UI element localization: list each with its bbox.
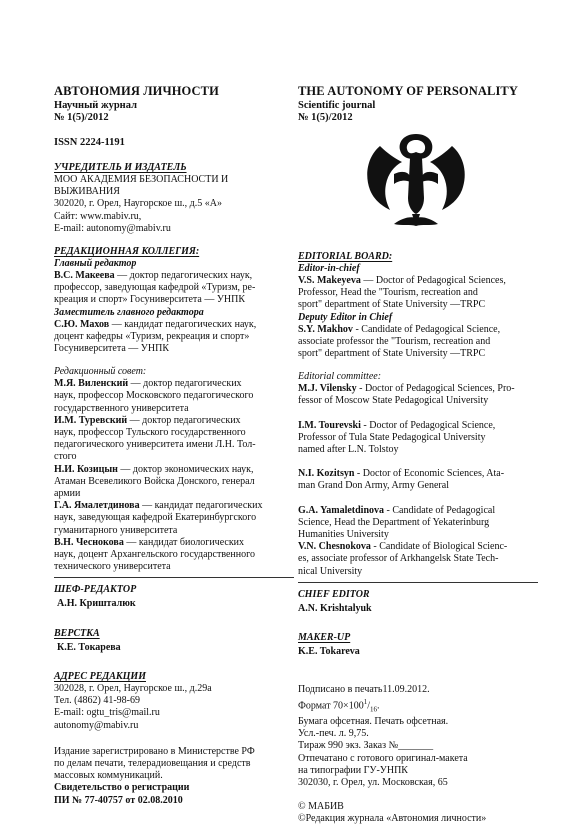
text-line: man Grand Don Army, Army General [298, 480, 449, 492]
text-line: Humanities University [298, 529, 389, 541]
address-line: Тел. (4862) 41-98-69 [54, 695, 140, 707]
person-name: И.М. Туревский [54, 414, 128, 426]
print-line: 302030, г. Орел, ул. Московская, 65 [298, 777, 448, 789]
founder-line: ВЫЖИВАНИЯ [54, 186, 120, 198]
founder-line: 302020, г. Орел, Наугорское ш., д.5 «А» [54, 198, 222, 210]
person-name: С.Ю. Махов [54, 318, 110, 330]
text-line: педагогического университета имени Л.Н. Тол- [54, 439, 256, 451]
print-line: на типографии ГУ-УНПК [298, 764, 408, 776]
text-line: Professor, Head the "Tourism, recreation and [298, 287, 478, 299]
divider [298, 582, 538, 583]
person-name: G.A. Yamaletdinova [298, 504, 385, 516]
person-name: М.Я. Виленский [54, 378, 129, 390]
text-line: Science, Head the Department of Yekaterinburg [298, 516, 490, 528]
makeup-name-en: K.E. Tokareva [298, 646, 360, 658]
person-name: V.S. Makeyeva [298, 275, 361, 286]
person-name: S.Y. Makhov [298, 323, 353, 335]
person-name: M.J. Vilensky [298, 383, 357, 395]
chief-editor-ru: В.С. Макеева — доктор педагогических наук, [54, 270, 253, 282]
print-signed: Подписано в печать11.09.2012. [298, 684, 430, 696]
founder-line: Сайт: www.mabiv.ru, [54, 210, 142, 222]
deputy-en: S.Y. Makhov - Candidate of Pedagogical Science, [298, 323, 501, 335]
text-line: государственного университета [54, 402, 189, 414]
text-line: наук, профессор Московского педагогического [54, 390, 254, 402]
chief-editor-en: V.S. Makeyeva — Doctor of Pedagogical Sciences, [298, 275, 506, 286]
makeup-name-ru: К.Е. Токарева [57, 641, 121, 653]
deputy-label-en: Deputy Editor in Chief [298, 311, 393, 323]
registration-line: по делам печати, телерадиовещания и средств [54, 757, 251, 769]
text-line: армии [54, 488, 81, 500]
founder-line: E-mail: autonomy@mabiv.ru [54, 222, 171, 234]
person-name: I.M. Tourevski [298, 419, 361, 431]
council-label-en: Editorial committee: [298, 371, 382, 383]
address-line: E-mail: ogtu_tris@mail.ru [54, 707, 160, 719]
issue-ru: № 1(5)/2012 [54, 112, 109, 123]
person-name: В.Н. Чеснокова [54, 536, 124, 548]
text-line: named after L.N. Tolstoy [298, 444, 399, 456]
council-label-ru: Редакционный совет: [54, 366, 147, 378]
issn: ISSN 2224-1191 [54, 137, 125, 148]
journal-type-en: Scientific journal [298, 100, 376, 111]
registration-line: Издание зарегистрировано в Министерстве РФ [54, 745, 255, 757]
council-member: G.A. Yamaletdinova - Candidate of Pedagogical Science, Head the Department of Yekaterinburg Humanities University [298, 505, 538, 542]
address-heading: АДРЕС РЕДАКЦИИ [54, 670, 146, 682]
board-heading-en: EDITORIAL BOARD: [298, 251, 393, 262]
print-line: Бумага офсетная. Печать офсетная. [298, 716, 449, 727]
journal-title-en: THE AUTONOMY OF PERSONALITY [298, 84, 518, 98]
person-name: В.С. Макеева [54, 270, 115, 282]
print-line: Усл.-печ. л. 9,75. [298, 728, 369, 740]
english-column [298, 84, 538, 826]
makeup-heading-ru: ВЕРСТКА [54, 627, 100, 639]
founder-heading: УЧРЕДИТЕЛЬ И ИЗДАТЕЛЬ [54, 162, 187, 173]
text-line: наук, заведующая кафедрой Екатеринбургского [54, 512, 257, 524]
council-member: Г.А. Ямалетдинова — кандидат педагогических наук, заведующая кафедрой Екатеринбургского гуманитарного университета [54, 500, 294, 537]
certificate-number: ПИ № 77-40757 от 02.08.2010 [54, 794, 183, 806]
text-line: sport" department of State University —TRPC [298, 348, 486, 360]
text-line: наук, профессор Тульского государственного [54, 427, 246, 439]
text-line: es, associate professor of Arkhangelsk State Tech- [298, 553, 499, 565]
print-line: Тираж 990 экз. Заказ №_______ [298, 740, 434, 752]
makeup-heading-en: MAKER-UP [298, 632, 351, 644]
council-member: V.N. Chesnokova - Candidate of Biological Scienc- es, associate professor of Arkhangelsk State Tech- nical University [298, 541, 538, 578]
person-name: N.I. Kozitsyn [298, 468, 355, 480]
journal-type-ru: Научный журнал [54, 100, 137, 111]
issue-en: № 1(5)/2012 [298, 112, 353, 123]
text-line: Атаман Всевеликого Войска Донского, генерал [54, 475, 255, 487]
certificate-label: Свидетельство о регистрации [54, 782, 190, 794]
council-member: М.Я. Виленский — доктор педагогических наук, профессор Московского педагогического государственного университета [54, 378, 294, 415]
chief-editor2-name-ru: А.Н. Кришталюк [57, 598, 136, 610]
deputy-label-ru: Заместитель главного редактора [54, 306, 204, 318]
text-line: fessor of Moscow State Pedagogical University [298, 395, 489, 407]
council-member: Н.И. Козицын — доктор экономических наук, Атаман Всевеликого Войска Донского, генерал армии [54, 464, 294, 501]
print-format: Формат $70\times 100^1/_{16}$. [298, 698, 380, 714]
text-line: наук, доцент Архангельского государственного [54, 549, 255, 561]
board-heading-ru: РЕДАКЦИОННАЯ КОЛЛЕГИЯ: [54, 246, 200, 258]
chief-editor2-heading-en: CHIEF EDITOR [298, 588, 370, 600]
divider [54, 577, 294, 578]
deputy-ru: С.Ю. Махов — кандидат педагогических наук, [54, 318, 257, 330]
text-line: креация и спорт» Госуниверситета — УНПК [54, 294, 246, 306]
person-name: Г.А. Ямалетдинова [54, 500, 140, 512]
founder-line: МОО АКАДЕМИЯ БЕЗОПАСНОСТИ И [54, 174, 229, 185]
address-line: autonomy@mabiv.ru [54, 719, 139, 731]
council-member: В.Н. Чеснокова — кандидат биологических наук, доцент Архангельского государственного технического университета [54, 537, 294, 574]
text-line: технического университета [54, 561, 171, 573]
council-member: И.М. Туревский — доктор педагогических наук, профессор Тульского государственного педагогического университета имени Л.Н. Тол- стого [54, 415, 294, 464]
print-line: Отпечатано с готового оригинал-макета [298, 752, 468, 764]
person-name: Н.И. Козицын [54, 463, 118, 475]
text-line: доцент кафедры «Туризм, рекреация и спорт» [54, 330, 250, 342]
person-name: V.N. Chesnokova [298, 541, 371, 553]
address-line: 302028, г. Орел, Наугорское ш., д.29а [54, 682, 212, 694]
text-line: профессор, заведующая кафедрой «Туризм, ре- [54, 282, 256, 294]
chief-editor2-name-en: A.N. Krishtalyuk [298, 602, 372, 614]
council-member: M.J. Vilensky - Doctor of Pedagogical Sciences, Pro- fessor of Moscow State Pedagogical University [298, 383, 538, 407]
chief-editor-label-ru: Главный редактор [54, 258, 137, 270]
founder-block [54, 174, 294, 235]
text-line: Professor of Tula State Pedagogical University [298, 431, 486, 443]
council-member: N.I. Kozitsyn - Doctor of Economic Sciences, Ata- man Grand Don Army, Army General [298, 468, 538, 492]
copyright-line: © МАБИВ [298, 801, 344, 813]
text-line: associate professor the "Tourism, recreation and [298, 335, 491, 347]
registration-line: массовых коммуникаций. [54, 770, 163, 782]
text-line: стого [54, 451, 77, 463]
text-line: гуманитарного университета [54, 524, 178, 536]
chief-editor2-heading-ru: ШЕФ-РЕДАКТОР [54, 584, 137, 596]
copyright-line: ©Редакция журнала «Автономия личности» [298, 813, 487, 825]
text-line: sport" department of State University —TRPC [298, 299, 486, 311]
chief-editor-label-en: Editor-in-chief [298, 263, 360, 274]
text-line: Госуниверситета — УНПК [54, 343, 169, 355]
text-line: nical University [298, 565, 363, 577]
russian-column [54, 84, 294, 807]
council-member: I.M. Tourevski - Doctor of Pedagogical Science, Professor of Tula State Pedagogical University named after L.N. Tolstoy [298, 420, 538, 457]
journal-title-ru: АВТОНОМИЯ ЛИЧНОСТИ [54, 84, 219, 98]
